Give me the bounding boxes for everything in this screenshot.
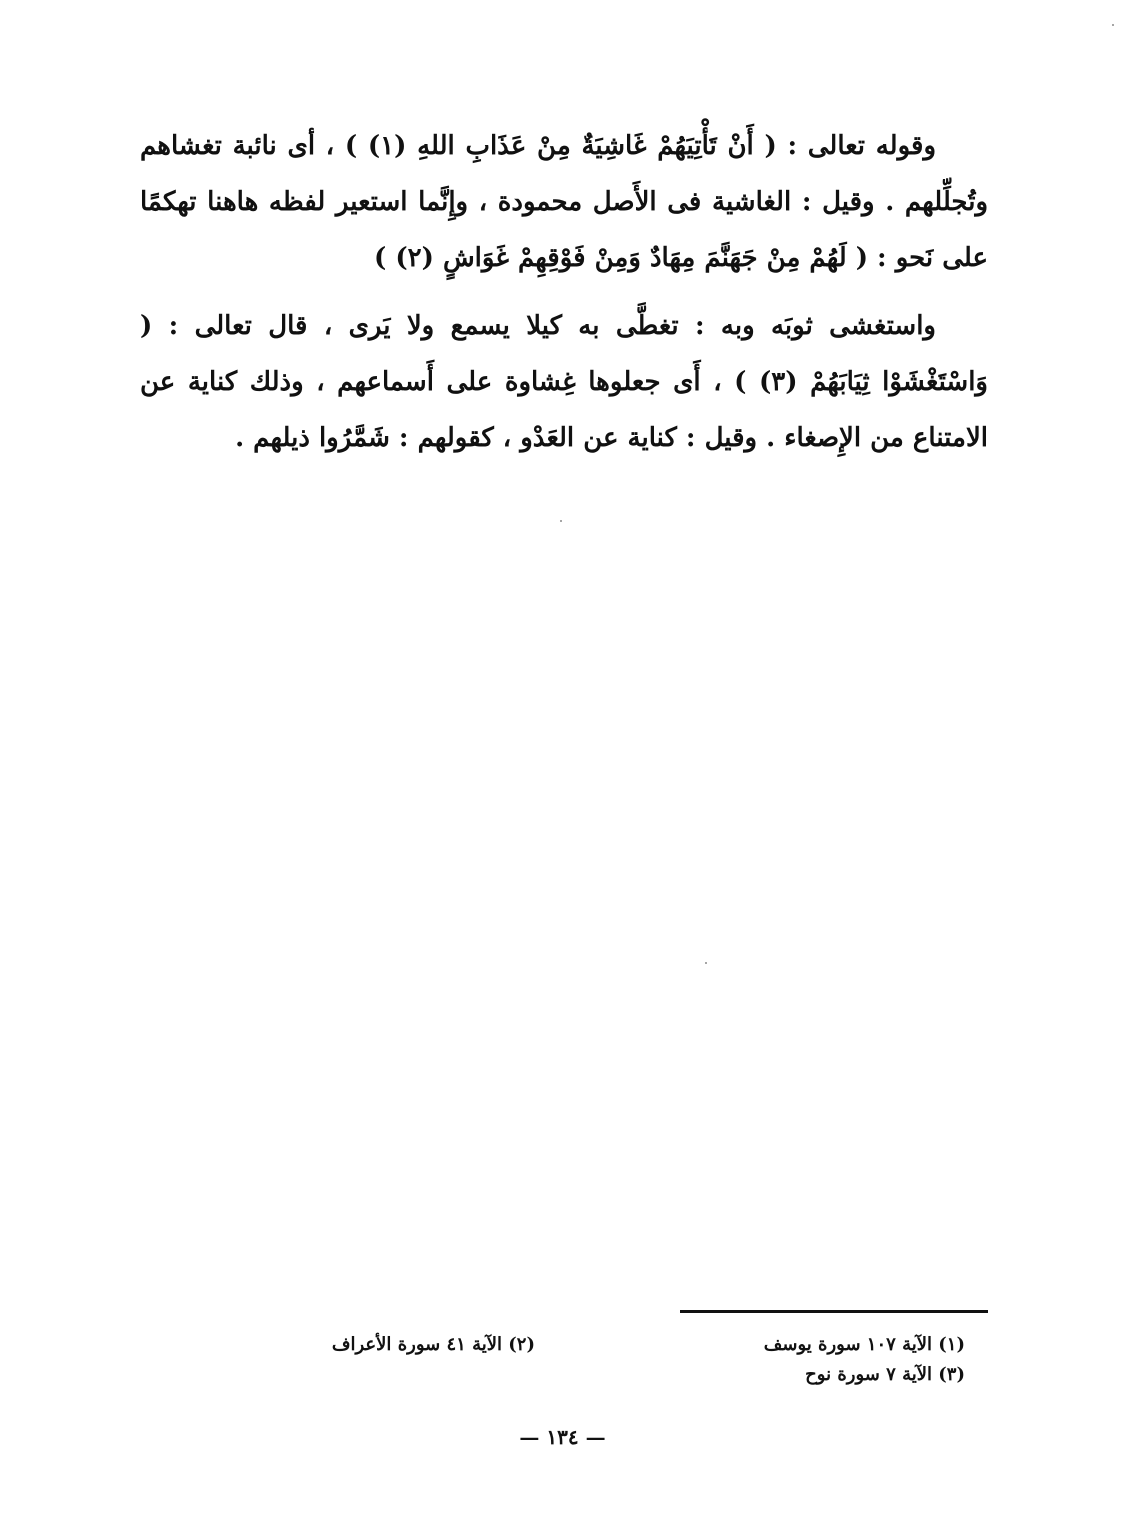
footnote-1: (١) الآية ١٠٧ سورة يوسف xyxy=(763,1334,965,1355)
scan-speck xyxy=(705,962,707,964)
main-text xyxy=(140,118,988,466)
footnotes-right-column xyxy=(764,1330,965,1390)
scan-speck xyxy=(1112,24,1114,26)
footnote-2: (٢) الآية ٤١ سورة الأعراف xyxy=(331,1334,535,1355)
scan-speck xyxy=(560,520,562,522)
footnotes-left-column xyxy=(332,1330,535,1360)
page-number: — ١٣٤ — xyxy=(519,1425,606,1449)
paragraph-2: واستغشى ثوبَه وبه : تغطَّى به كيلا يسمع ولا يَرى ، قال تعالى : ( وَاسْتَغْشَوْا ثِيَابَهُمْ (٣) ) ، أَى جعلوها غِشاوة على أَسماعهم ، وذلك كناية عن الامتناع من الإِصغاء . وقيل : كناية عن العَدْو ، كقولهم : شَمَّرُوا ذيلهم . xyxy=(140,311,988,453)
paragraph-1: وقوله تعالى : ( أَنْ تَأْتِيَهُمْ غَاشِيَةٌ مِنْ عَذَابِ اللهِ (١) ) ، أى نائبة تغشاهم وتُجلِّلهم . وقيل : الغاشية فى الأَصل محمودة ، وإِنَّما استعير لفظه هاهنا تهكمًا على نَحو : ( لَهُمْ مِنْ جَهَنَّمَ مِهَادٌ وَمِنْ فَوْقِهِمْ غَوَاشٍ (٢) ) xyxy=(140,131,989,273)
footnote-3: (٣) الآية ٧ سورة نوح xyxy=(805,1364,965,1385)
footnote-separator xyxy=(680,1310,988,1313)
